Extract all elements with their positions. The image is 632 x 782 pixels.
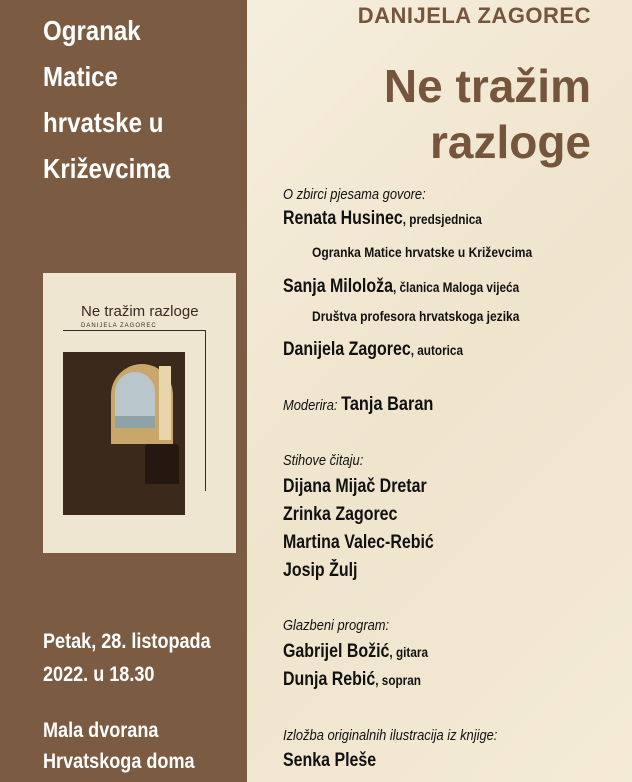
exhibition-artist: Senka Pleše [283,750,377,771]
event-venue [43,715,195,777]
musician-role: , gitara [389,644,428,660]
event-date: Petak, 28. listopada [43,630,211,653]
book-title-line: razloge [429,116,591,168]
musician-name: Dunja Rebić [283,669,376,690]
reader-name: Dijana Mijač Dretar [283,476,427,497]
reader-name: Zrinka Zagorec [283,504,398,525]
window-shutter [159,366,171,440]
book-cover-photo [63,352,185,515]
book-cover [43,273,236,553]
speakers-label: O zbirci pjesama govore: [283,186,426,203]
left-panel [0,0,247,782]
book-title-line: Ne tražim [383,60,591,112]
publisher-line: hrvatske u [43,107,164,138]
window-sky [115,372,155,416]
speaker-name: Renata Husinec [283,208,403,229]
speaker-role: , predsjednica [402,211,482,227]
speaker-role-detail: Ogranka Matice hrvatske u Križevcima [312,244,533,260]
speaker-role: , članica Maloga vijeća [392,279,520,295]
book-title [291,58,591,170]
moderator-line [283,394,433,416]
moderator-name: Tanja Baran [341,394,434,415]
venue-line: Mala dvorana [43,719,159,742]
reader-name: Martina Valec-Rebić [283,532,434,553]
speaker-entry [283,208,482,230]
venue-line: Hrvatskoga doma [43,750,195,773]
musician-name: Gabrijel Božić [283,641,390,662]
speaker-name: Sanja Miloloža [283,276,393,297]
author-heading: DANIJELA ZAGOREC [357,3,591,28]
publisher-line: Križevcima [43,153,171,184]
book-cover-title: Ne tražim razloge [81,303,199,320]
window-sea [115,416,155,428]
moderator-label: Moderira: [283,397,338,414]
musician-role: , sopran [375,672,421,688]
speaker-name: Danijela Zagorec [283,339,411,360]
music-label: Glazbeni program: [283,617,390,634]
chair-silhouette [145,444,179,484]
publisher-line: Matice [43,61,118,92]
readers-label: Stihove čitaju: [283,452,364,469]
exhibition-label: Izložba originalnih ilustracija iz knjige: [283,727,498,744]
speaker-entry [283,339,463,361]
musician-entry [283,669,421,691]
event-datetime [43,625,211,691]
speaker-entry [283,276,519,298]
musician-entry [283,641,428,663]
publisher-name [43,8,215,192]
reader-name: Josip Žulj [283,560,358,581]
speaker-role-detail: Društva profesora hrvatskoga jezika [312,308,520,324]
publisher-line: Ogranak [43,15,141,46]
speaker-role: , autorica [410,342,464,358]
right-panel [247,0,632,782]
event-time: 2022. u 18.30 [43,663,155,686]
book-cover-author: DANIJELA ZAGOREC [81,323,157,329]
